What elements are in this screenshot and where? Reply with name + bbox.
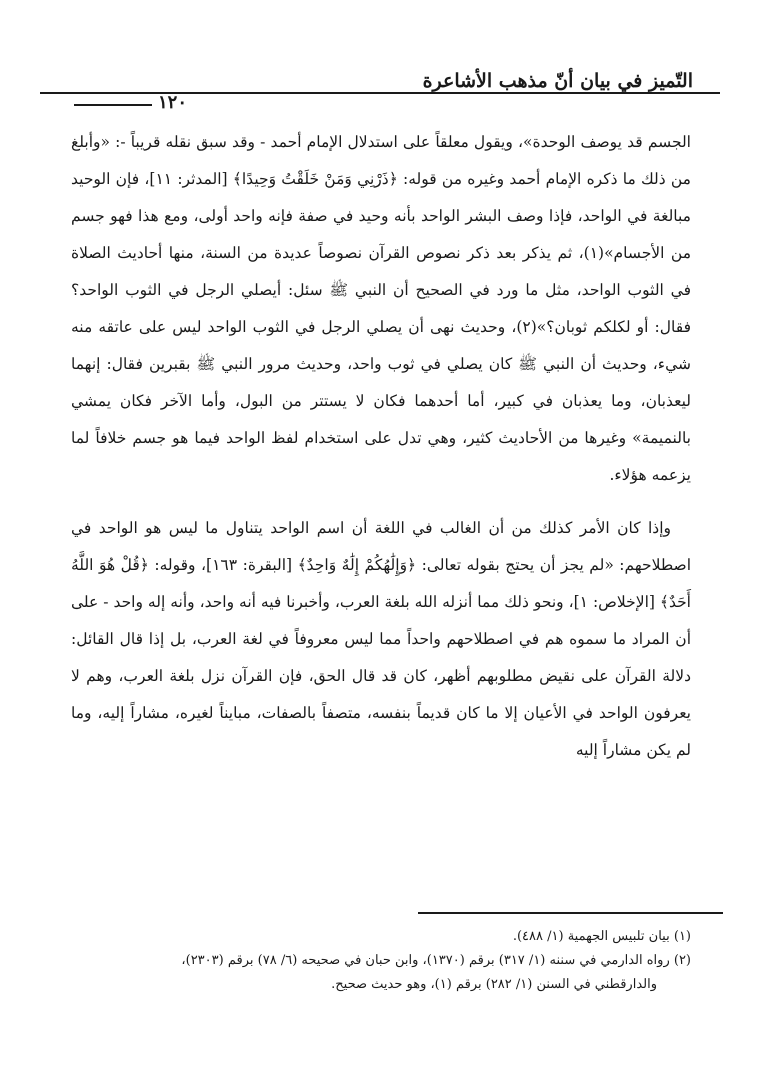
body-paragraph-2: وإذا كان الأمر كذلك من أن الغالب في اللغة أن اسم الواحد يتناول ما ليس هو الواحد في اصطلاحهم: «لم يجز أن يحتج بقوله تعالى: ﴿وَإِلَٰهُكُمْ إِلَٰهٌ وَاحِدٌ﴾ [البقرة: ١٦٣]، وقوله: ﴿قُلْ هُوَ اللَّهُ أَحَدٌ﴾ [الإخلاص: ١]، ونحو ذلك مما أنزله الله بلغة العرب، وأخبرنا فيه أنه واحد، وأنه إله واحد - على أن المراد ما سموه هم في اصطلاحهم واحداً مما ليس معروفاً في لغة العرب، بل إذا قال القائل: دلالة القرآن على نقيض مطلوبهم أظهر، كان قد قال الحق، فإن القرآن نزل بلغة العرب، وهم لا يعرفون الواحد في الأعيان إلا ما كان قديماً بنفسه، متصفاً بالصفات، مبايناً لغيره، مشاراً إليه، وما لم يكن مشاراً إليه: [71, 519, 692, 759]
body-text: [71, 124, 691, 769]
page-number: ١٢٠: [158, 92, 188, 113]
footnote-2: (٢) رواه الدارمي في سننه (١/ ٣١٧) برقم (١٣٧٠)، وابن حبان في صحيحه (٦/ ٧٨) برقم (٢٣٠٣)،: [181, 953, 691, 968]
body-paragraph-1: الجسم قد يوصف الوحدة»، ويقول معلقاً على استدلال الإمام أحمد - وقد سبق نقله قريباً -: «وأبلغ من ذلك ما ذكره الإمام أحمد وغيره من قوله: ﴿ذَرْنِي وَمَنْ خَلَقْتُ وَحِيدًا﴾ [المدثر: ١١]، فإن الوحيد مبالغة في الواحد، فإذا وصف البشر الواحد بأنه وحيد في صفة فإنه واحد أولى، ومع هذا فهو جسم من الأجسام»(١)، ثم يذكر بعد ذكر نصوص القرآن نصوصاً عديدة من السنة، منها أحاديث الصلاة في الثوب الواحد، مثل ما ورد في الصحيح أن النبي ﷺ سئل: أيصلي الرجل في الثوب الواحد؟ فقال: أو لكلكم ثوبان؟»(٢)، وحديث نهى أن يصلي الرجل في الثوب الواحد ليس على عاتقه منه شيء، وحديث أن النبي ﷺ كان يصلي في ثوب واحد، وحديث مرور النبي ﷺ بقبرين فقال: إنهما ليعذبان، وما يعذبان في كبير، أما أحدهما فكان لا يستتر من البول، وأما الآخر فكان يمشي بالنميمة» وغيرها من الأحاديث كثير، وهي تدل على استخدام لفظ الواحد فيما هو جسم خلافاً لما يزعمه هؤلاء.: [71, 133, 691, 484]
footnotes: [66, 925, 691, 997]
page-number-dash: [74, 104, 152, 106]
header-rule: [40, 92, 720, 94]
running-header-title: التّميز في بيان أنّ مذهب الأشاعرة: [422, 70, 693, 92]
footnote-2-continuation: والدارقطني في السنن (١/ ٢٨٢) برقم (١)، وهو حديث صحيح.: [331, 977, 657, 992]
footnote-separator: [418, 912, 723, 914]
footnote-1: (١) بيان تلبيس الجهمية (١/ ٤٨٨).: [512, 929, 691, 944]
